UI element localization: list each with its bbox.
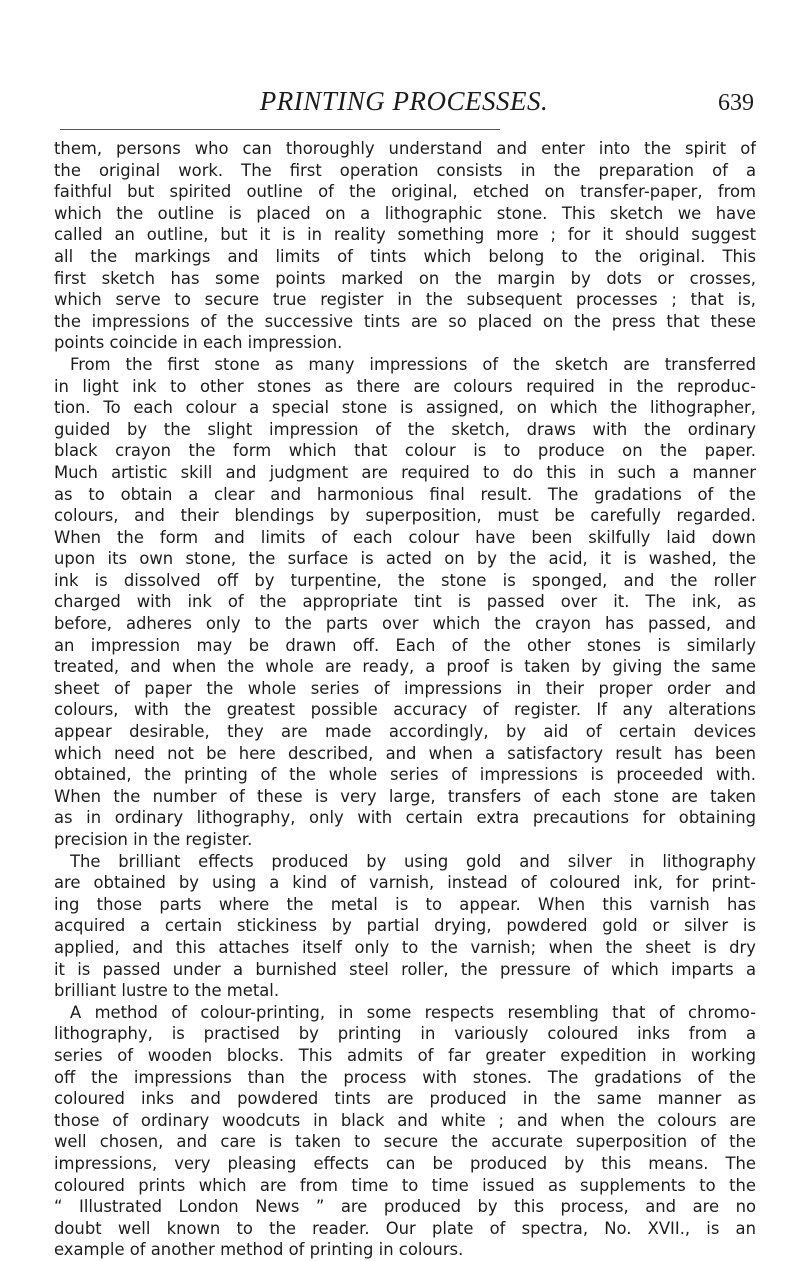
text-line: “ Illustrated London News ” are produced by this process, and are no [54, 1197, 756, 1217]
text-line: charged with ink of the appropriate tint is passed over it. The ink, as [54, 592, 756, 612]
text-line: example of another method of printing in colours. [54, 1240, 464, 1260]
text-line: well chosen, and care is taken to secure the accurate superposition of the [54, 1132, 756, 1152]
text-line: an impression may be drawn off. Each of the other stones is similarly [54, 635, 756, 655]
text-line: treated, and when the whole are ready, a proof is taken by giving the same [54, 657, 756, 677]
text-line: guided by the slight impression of the sketch, draws with the ordinary [54, 419, 756, 439]
text-line: ing those parts where the metal is to appear. When this varnish has [54, 894, 756, 914]
page-number: 639 [718, 90, 754, 116]
text-line: colours, and their blendings by superposition, must be carefully regarded. [54, 506, 756, 526]
text-line: in light ink to other stones as there are colours required in the reproduc- [54, 376, 756, 396]
text-line: appear desirable, they are made accordingly, by aid of certain devices [54, 722, 756, 742]
text-line: points coincide in each impression. [54, 333, 343, 353]
text-line: are obtained by using a kind of varnish, instead of coloured ink, for print- [54, 873, 756, 893]
text-line: coloured inks and powdered tints are produced in the same manner as [54, 1089, 756, 1109]
running-head [54, 86, 754, 126]
text-line: obtained, the printing of the whole series of impressions is proceeded with. [54, 765, 756, 785]
text-line: tion. To each colour a special stone is assigned, on which the lithographer, [54, 398, 756, 418]
text-line: it is passed under a burnished steel roller, the pressure of which imparts a [54, 959, 756, 979]
text-line: all the markings and limits of tints which belong to the original. This [54, 246, 756, 266]
text-line: black crayon the form which that colour is to produce on the paper. [54, 441, 756, 461]
text-line: which the outline is placed on a lithographic stone. This sketch we have [54, 203, 756, 223]
text-line: series of wooden blocks. This admits of far greater expedition in working [54, 1045, 756, 1065]
text-line: From the first stone as many impressions of the sketch are transferred [70, 354, 756, 374]
text-line: the original work. The first operation consists in the preparation of a [54, 160, 756, 180]
text-line: which serve to secure true register in the subsequent processes ; that is, [54, 290, 756, 310]
text-line: acquired a certain stickiness by partial drying, powdered gold or silver is [54, 916, 756, 936]
text-line: as in ordinary lithography, only with certain extra precautions for obtaining [54, 808, 756, 828]
text-line: When the number of these is very large, transfers of each stone are taken [54, 786, 756, 806]
text-line: lithography, is practised by printing in variously coloured inks from a [54, 1024, 756, 1044]
text-line: ink is dissolved off by turpentine, the stone is sponged, and the roller [54, 570, 756, 590]
text-line: The brilliant effects produced by using gold and silver in lithography [70, 851, 756, 871]
text-line: which need not be here described, and when a satisfactory result has been [54, 743, 756, 763]
text-line: them, persons who can thoroughly understand and enter into the spirit of [54, 139, 756, 158]
header-rule [60, 129, 500, 130]
text-line: applied, and this attaches itself only to the varnish; when the sheet is dry [54, 937, 756, 957]
text-line: colours, with the greatest possible accuracy of register. If any alterations [54, 700, 756, 720]
text-line: off the impressions than the process with stones. The gradations of the [54, 1067, 756, 1087]
text-line: those of ordinary woodcuts in black and white ; and when the colours are [54, 1110, 756, 1130]
text-line: sheet of paper the whole series of impressions in their proper order and [54, 678, 756, 698]
text-line: coloured prints which are from time to time issued as supplements to the [54, 1175, 756, 1195]
text-line: faithful but spirited outline of the original, etched on transfer-paper, from [54, 182, 756, 202]
text-line: When the form and limits of each colour have been skilfully laid down [54, 527, 756, 547]
text-line: Much artistic skill and judgment are required to do this in such a manner [54, 462, 756, 482]
text-line: upon its own stone, the surface is acted on by the acid, it is washed, the [54, 549, 756, 569]
text-line: before, adheres only to the parts over which the crayon has passed, and [54, 614, 756, 634]
text-line: A method of colour-printing, in some respects resembling that of chromo- [70, 1002, 756, 1022]
text-line: doubt well known to the reader. Our plate of spectra, No. XVII., is an [54, 1218, 756, 1238]
text-line: as to obtain a clear and harmonious final result. The gradations of the [54, 484, 756, 504]
running-title: PRINTING PROCESSES. [259, 86, 549, 116]
text-line: impressions, very pleasing effects can be produced by this means. The [54, 1153, 756, 1173]
text-line: the impressions of the successive tints are so placed on the press that these [54, 311, 756, 331]
text-line: brilliant lustre to the metal. [54, 981, 280, 1001]
text-line: first sketch has some points marked on the margin by dots or crosses, [54, 268, 756, 288]
body-text [54, 138, 756, 1261]
text-line: called an outline, but it is in reality something more ; for it should suggest [54, 225, 756, 245]
text-line: precision in the register. [54, 830, 253, 849]
